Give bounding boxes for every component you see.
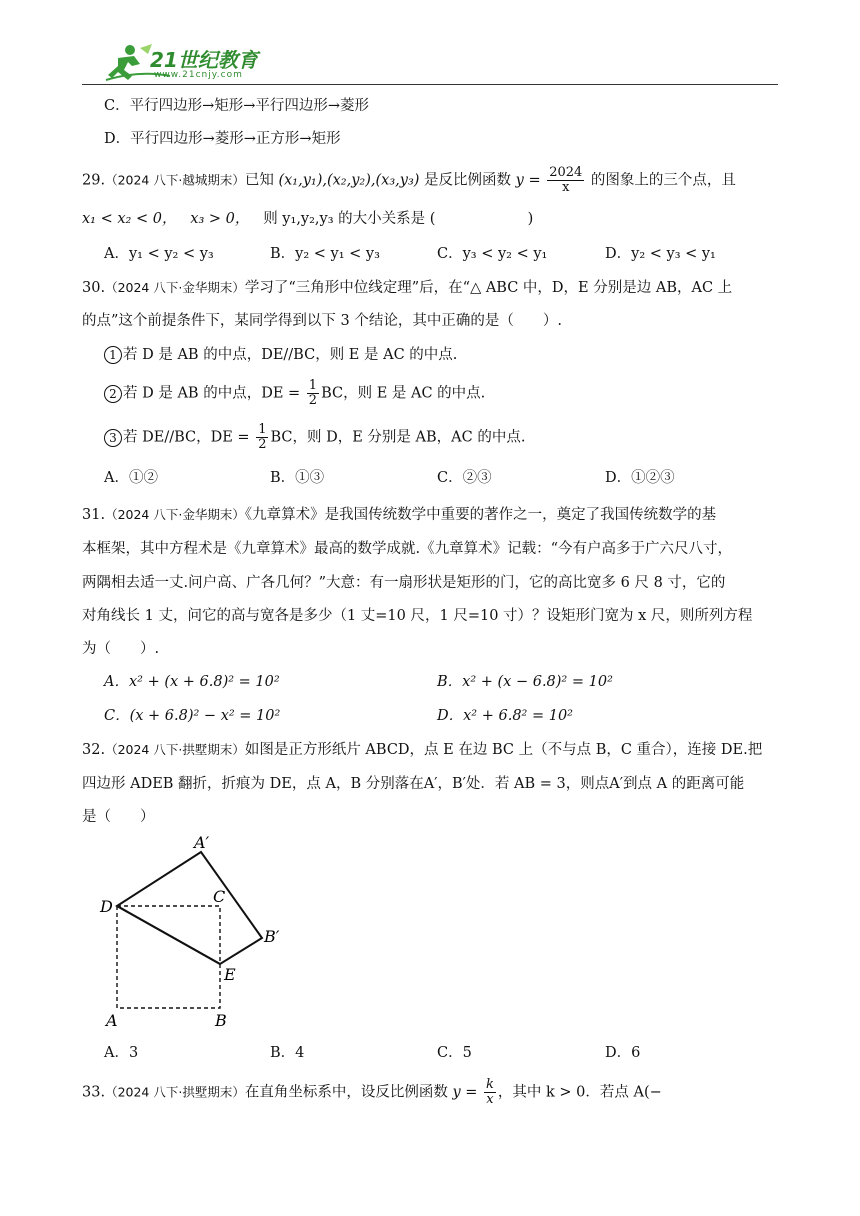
q30-s3-text-b: BC，则 D，E 分别是 AB，AC 的中点. — [270, 429, 526, 446]
label-a: A — [106, 1011, 118, 1030]
q30-s3-half — [256, 423, 268, 452]
dashed-square — [117, 906, 220, 1008]
q32-figure — [96, 830, 306, 1030]
q29-option-b: B．y₂ < y₁ < y₃ — [270, 246, 380, 262]
q30-s2-text-a: 若 D 是 AB 的中点，DE = — [123, 385, 301, 402]
label-b-prime: B′ — [264, 927, 280, 946]
q29-fraction — [547, 166, 584, 195]
q32-option-c: C．5 — [437, 1045, 472, 1061]
q29-func-lhs: y = — [515, 172, 541, 189]
half-den: 2 — [258, 437, 267, 452]
q33-source-tag: （2024 八下·拱墅期末） — [105, 1084, 245, 1100]
logo-text: 21世纪教育 — [150, 48, 258, 72]
q32-option-a: A．3 — [104, 1045, 139, 1061]
q30-option-c: C．②③ — [437, 470, 492, 486]
q30-s3-text-a: 若 DE//BC，DE = — [123, 429, 250, 446]
q30-s2-text-b: BC，则 E 是 AC 的中点. — [321, 385, 486, 402]
circled-1: 1 — [104, 346, 122, 364]
q29-option-a: A．y₁ < y₂ < y₃ — [104, 246, 214, 262]
q29-stem-c: 的图象上的三个点，且 — [590, 172, 736, 189]
q31-line3: 两隅相去适一丈.问户高、广各几何？”大意：有一扇形状是矩形的门，它的高比宽多 6 尺 8 寸，它的 — [82, 575, 726, 591]
q30-s2-half — [307, 379, 319, 408]
q30-s1-text: 若 D 是 AB 的中点，DE//BC，则 E 是 AC 的中点. — [123, 347, 458, 363]
q31-text1: 《九章算术》是我国传统数学中重要的著作之一，奠定了我国传统数学的基 — [244, 507, 717, 523]
label-d: D — [100, 897, 113, 916]
q29-frac-den: x — [562, 180, 570, 195]
q30-statement-1 — [104, 343, 457, 364]
q33-frac-den: x — [486, 1092, 494, 1107]
header-rule — [82, 84, 778, 85]
q31-line2: 本框架，其中方程术是《九章算术》最高的数学成就.《九章算术》记载：“今有户高多于广六尺八寸， — [82, 541, 733, 557]
q30-text1: 学习了“三角形中位线定理”后，在“△ ABC 中，D，E 分别是边 AB，AC 上 — [244, 280, 733, 296]
circled-2: 2 — [104, 385, 122, 403]
label-e: E — [224, 965, 236, 984]
q28-option-c: C．平行四边形→矩形→平行四边形→菱形 — [104, 98, 370, 114]
q32-line2: 四边形 ADEB 翻折，折痕为 DE，点 A，B 分别落在A′，B′处．若 AB = 3，则点A′到点 A 的距离可能 — [82, 776, 745, 792]
q29-option-d: D．y₂ < y₃ < y₁ — [605, 246, 716, 262]
site-logo — [100, 40, 280, 84]
q29-cond1: x₁ < x₂ < 0， — [82, 211, 177, 227]
q29-line2 — [82, 207, 533, 228]
fold-line-de — [117, 906, 220, 964]
q33-text-a: 在直角坐标系中，设反比例函数 — [244, 1084, 448, 1101]
q31-option-a: A．x² + (x + 6.8)² = 10² — [104, 674, 280, 690]
q33-frac-num: k — [486, 1077, 494, 1092]
q33-text-b: ，其中 k > 0．若点 A(− — [497, 1084, 662, 1101]
half-den: 2 — [308, 393, 318, 408]
q32-option-d: D．6 — [605, 1045, 641, 1061]
half-num: 1 — [308, 378, 318, 393]
q30-number: 30. — [82, 280, 106, 296]
q29-stem-d: 则 y₁,y₂,y₃ 的大小关系是 — [263, 211, 426, 227]
q29-stem-b: 是反比例函数 — [424, 172, 512, 189]
q32-line1 — [82, 738, 762, 759]
q29-answer-paren: ( ) — [429, 211, 534, 227]
q29-cond2: x₃ > 0， — [190, 211, 250, 227]
q28-option-d: D．平行四边形→菱形→正方形→矩形 — [104, 131, 341, 147]
logo-url: www.21cnjy.com — [154, 70, 243, 80]
q29-frac-num: 2024 — [549, 165, 583, 180]
label-c: C — [213, 887, 226, 906]
q32-source-tag: （2024 八下·拱墅期末） — [105, 742, 245, 757]
q30-option-a: A．①② — [104, 470, 158, 486]
q31-option-c: C．(x + 6.8)² − x² = 10² — [104, 708, 281, 724]
q32-text1: 如图是正方形纸片 ABCD，点 E 在边 BC 上（不与点 B，C 重合），连接 DE.把 — [244, 742, 763, 758]
q30-source-tag: （2024 八下·金华期末） — [105, 280, 245, 295]
q31-line4: 对角线长 1 丈，问它的高与宽各是多少（1 丈=10 尺，1 尺=10 寸）？设矩形门宽为 x 尺，则所列方程 — [82, 608, 753, 624]
q30-statement-3 — [104, 423, 525, 452]
q32-number: 32. — [82, 742, 106, 758]
q32-option-b: B．4 — [270, 1045, 305, 1061]
q30-statement-2 — [104, 379, 485, 408]
q31-option-b: B．x² + (x − 6.8)² = 10² — [437, 674, 613, 690]
q31-option-d: D．x² + 6.8² = 10² — [437, 708, 573, 724]
q29-line1 — [82, 166, 736, 195]
q30-option-b: B．①③ — [270, 470, 325, 486]
q31-line5: 为（ ）. — [82, 641, 160, 657]
q29-stem-a: 已知 — [244, 172, 274, 189]
q30-option-d: D．①②③ — [605, 470, 675, 486]
q29-option-c: C．y₃ < y₂ < y₁ — [437, 246, 548, 262]
q31-line1 — [82, 503, 716, 524]
half-num: 1 — [258, 422, 267, 437]
q30-line2: 的点”这个前提条件下，某同学得到以下 3 个结论，其中正确的是（ ）. — [82, 313, 562, 329]
q29-number: 29. — [82, 172, 106, 189]
q31-source-tag: （2024 八下·金华期末） — [105, 507, 245, 522]
q33-func-lhs: y = — [452, 1084, 478, 1101]
label-a-prime: A′ — [194, 833, 210, 852]
label-b: B — [215, 1011, 227, 1030]
q33-fraction — [484, 1078, 496, 1107]
q29-points: (x₁,y₁),(x₂,y₂),(x₃,y₃) — [278, 172, 420, 189]
q32-line3: 是（ ） — [82, 809, 155, 825]
q30-line1 — [82, 276, 732, 297]
q33-line1 — [82, 1078, 662, 1107]
q29-source-tag: （2024 八下·越城期末） — [105, 172, 245, 188]
q33-number: 33. — [82, 1084, 106, 1101]
circled-3: 3 — [104, 429, 122, 447]
q31-number: 31. — [82, 507, 106, 523]
